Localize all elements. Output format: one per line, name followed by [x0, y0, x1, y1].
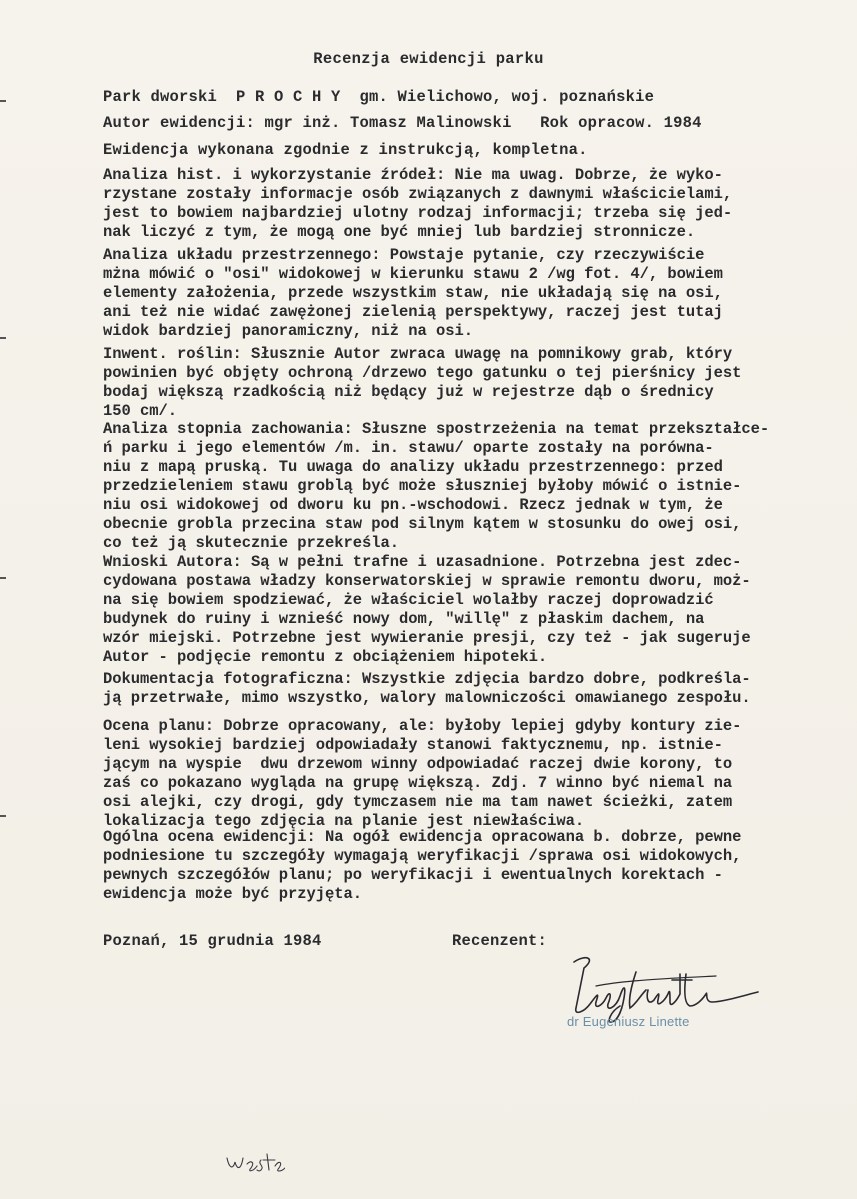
- paragraph-line: cydowana postawa władzy konserwatorskiej w sprawie remontu dworu, moż-: [103, 572, 751, 590]
- paragraph-line: Ogólna ocena ewidencji: Na ogół ewidencja opracowana b. dobrze, pewne: [103, 828, 742, 846]
- header-completeness: Ewidencja wykonana zgodnie z instrukcją, kompletna.: [103, 141, 588, 159]
- paragraph-line: Analiza hist. i wykorzystanie źródeł: Nie ma uwag. Dobrze, że wyko-: [103, 166, 723, 184]
- margin-mark: [0, 100, 6, 102]
- paragraph-line: ewidencja może być przyjęta.: [103, 885, 363, 903]
- paragraph-spatial-analysis: [103, 246, 855, 341]
- paragraph-line: Inwent. roślin: Słusznie Autor zwraca uwagę na pomnikowy grab, który: [103, 345, 733, 363]
- paragraph-plan-assessment: [103, 717, 855, 831]
- paragraph-line: lokalizacja tego zdjęcia na planie jest niewłaściwa.: [103, 812, 585, 830]
- paragraph-line: ją przetrwałe, mimo wszystko, walory malowniczości omawianego zespołu.: [103, 689, 751, 707]
- paragraph-line: Analiza stopnia zachowania: Słuszne spostrzeżenia na temat przekształce-: [103, 420, 770, 438]
- paragraph-line: na się bowiem spodziewać, że właściciel wolałby raczej doprowadzić: [103, 591, 714, 609]
- paragraph-line: bodaj większą rzadkością niż będący już w rejestrze dąb o średnicy: [103, 383, 714, 401]
- paragraph-line: Wnioski Autora: Są w pełni trafne i uzasadnione. Potrzebna jest zdec-: [103, 553, 742, 571]
- paragraph-line: co też ją skutecznie przekreśla.: [103, 534, 400, 552]
- paragraph-historical-analysis: [103, 166, 855, 242]
- paragraph-line: obecnie grobla przecina staw pod silnym kątem w stosunku do owej osi,: [103, 515, 742, 533]
- paragraph-line: ń parku i jego elementów /m. in. stawu/ oparte zostały na porówna-: [103, 439, 714, 457]
- paragraph-line: niu z mapą pruską. Tu uwaga do analizy układu przestrzennego: przed: [103, 458, 723, 476]
- paragraph-line: niu osi widokowej od dworu ku pn.-wschodowi. Rzecz jednak w tym, że: [103, 496, 723, 514]
- paragraph-line: Dokumentacja fotograficzna: Wszystkie zdjęcia bardzo dobre, podkreśla-: [103, 670, 751, 688]
- header-author: Autor ewidencji: mgr inż. Tomasz Malinowski Rok opracow. 1984: [103, 114, 702, 132]
- paragraph-line: Autor - podjęcie remontu z obciążeniem hipoteki.: [103, 648, 548, 666]
- paragraph-line: pewnych szczegółów planu; po weryfikacji i ewentualnych korektach -: [103, 866, 723, 884]
- margin-mark: [0, 815, 6, 817]
- paragraph-line: jest to bowiem najbardziej ulotny rodzaj informacji; trzeba się jed-: [103, 204, 733, 222]
- paragraph-line: powinien być objęty ochroną /drzewo tego gatunku o tej pierśnicy jest: [103, 364, 742, 382]
- paragraph-line: widok bardziej panoramiczny, niż na osi.: [103, 322, 474, 340]
- paragraph-line: jącym na wyspie dwu drzewom winny odpowiadać raczej dwie korony, to: [103, 755, 733, 773]
- place-and-date: Poznań, 15 grudnia 1984: [103, 932, 322, 950]
- paragraph-author-conclusions: [103, 553, 855, 667]
- header-park: Park dworski P R O C H Y gm. Wielichowo, woj. poznańskie: [103, 88, 655, 106]
- paragraph-line: wzór miejski. Potrzebne jest wywieranie presji, czy też - jak sugeruje: [103, 629, 751, 647]
- paragraph-line: Analiza układu przestrzennego: Powstaje pytanie, czy rzeczywiście: [103, 246, 705, 264]
- paragraph-photo-documentation: [103, 670, 855, 708]
- reviewer-label: Recenzent:: [452, 932, 548, 950]
- paragraph-line: ani też nie widać zawężonej zielenią perspektywy, raczej jest tutaj: [103, 303, 723, 321]
- paragraph-line: podniesione tu szczegóły wymagają weryfikacji /sprawa osi widokowych,: [103, 847, 742, 865]
- paragraph-line: 150 cm/.: [103, 402, 178, 420]
- paragraph-overall-assessment: [103, 828, 855, 904]
- paragraph-line: osi alejki, czy drogi, gdy tymczasem nie ma tam nawet ścieżki, zatem: [103, 793, 733, 811]
- paragraph-line: mżna mówić o "osi" widokowej w kierunku stawu 2 /wg fot. 4/, bowiem: [103, 265, 723, 283]
- margin-mark: [0, 577, 6, 579]
- paragraph-line: zaś co pokazano wygląda na grupę większą. Zdj. 7 winno być niemal na: [103, 774, 733, 792]
- paragraph-plant-inventory: [103, 345, 855, 421]
- reviewer-name-stamp: dr Eugeniusz Linette: [567, 1014, 690, 1029]
- paragraph-line: budynek do ruiny i wznieść nowy dom, "willę" z płaskim dachem, na: [103, 610, 705, 628]
- paragraph-line: rzystane zostały informacje osób związanych z dawnymi właścicielami,: [103, 185, 733, 203]
- paragraph-preservation-analysis: [103, 420, 855, 553]
- paragraph-line: leni wysokiej bardziej odpowiadały stanowi faktycznemu, np. istnie-: [103, 736, 723, 754]
- paragraph-line: Ocena planu: Dobrze opracowany, ale: byłoby lepiej gdyby kontury zie-: [103, 717, 742, 735]
- paragraph-line: elementy założenia, przede wszystkim staw, nie układają się na osi,: [103, 284, 723, 302]
- margin-mark: [0, 337, 6, 339]
- paragraph-line: nak liczyć z tym, że mogą one być mniej lub bardziej stronnicze.: [103, 223, 696, 241]
- handwritten-margin-note: [225, 1150, 285, 1176]
- document-title: Recenzja ewidencji parku: [313, 50, 544, 68]
- paragraph-line: przedzieleniem stawu groblą być może słuszniej byłoby mówić o istnie-: [103, 477, 742, 495]
